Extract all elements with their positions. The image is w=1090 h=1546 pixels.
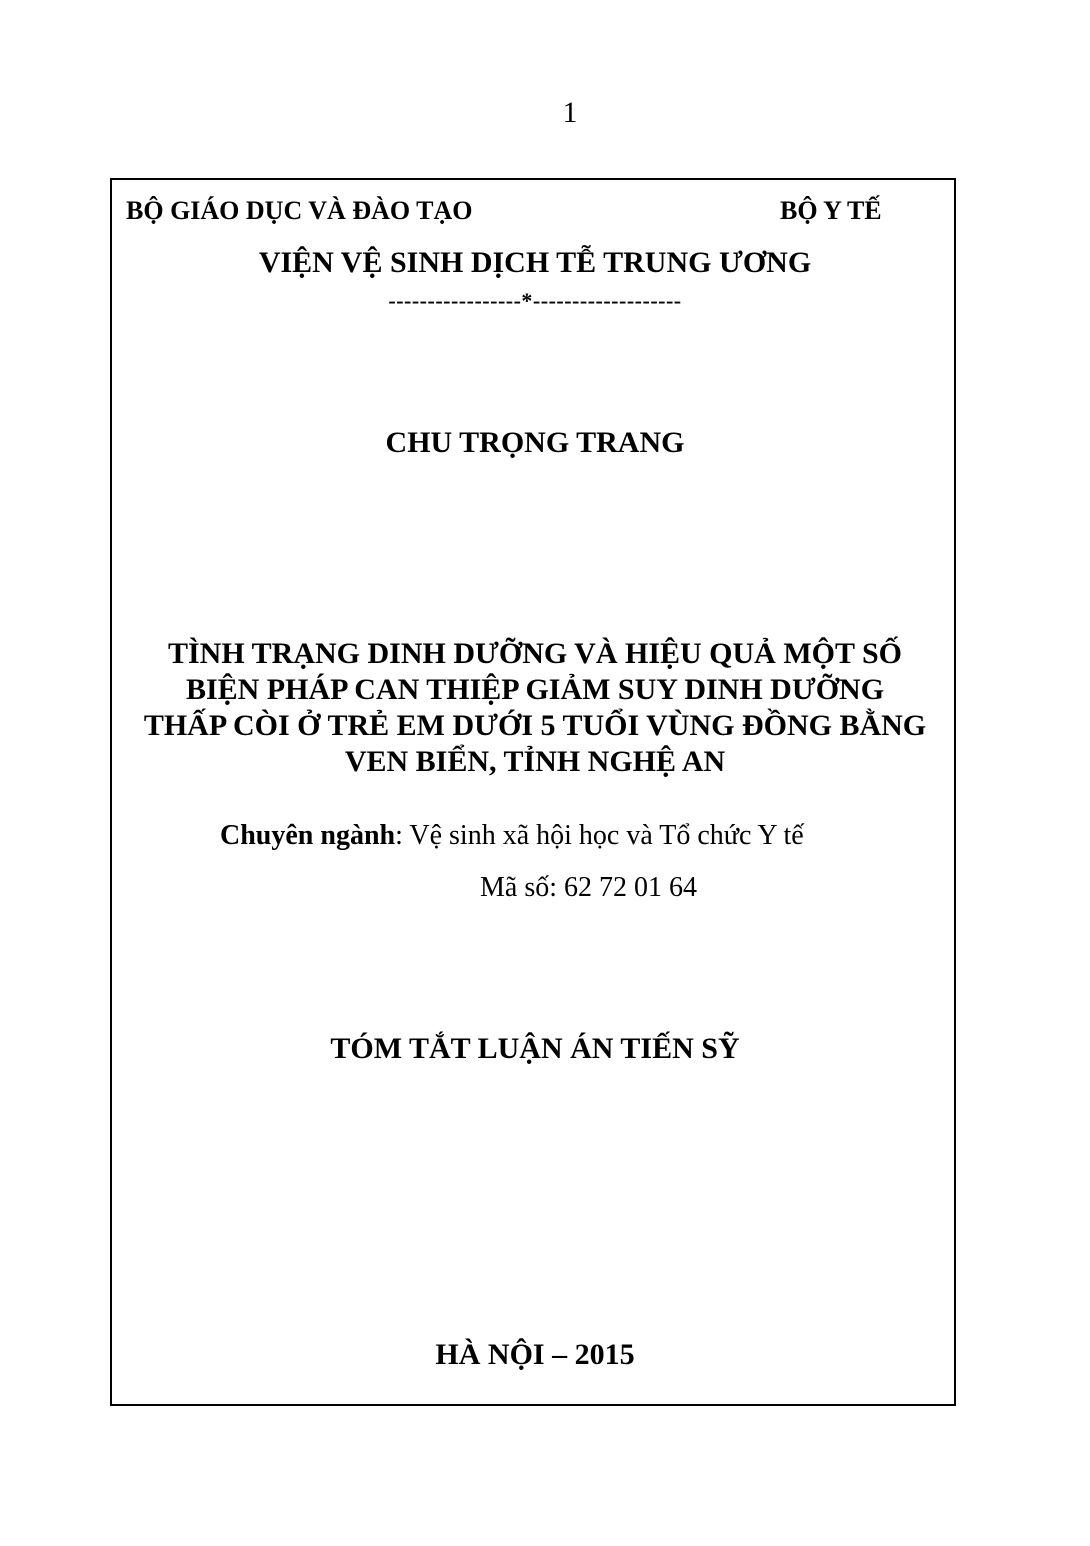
page-number: 1 bbox=[562, 96, 578, 129]
document-type: TÓM TẮT LUẬN ÁN TIẾN SỸ bbox=[330, 1032, 740, 1065]
header-separator: -----------------*------------------- bbox=[388, 288, 682, 313]
specialty-code: Mã số: 62 72 01 64 bbox=[480, 872, 697, 903]
institute-name: VIỆN VỆ SINH DỊCH TỄ TRUNG ƯƠNG bbox=[258, 246, 812, 279]
specialty-label: Chuyên ngành bbox=[220, 820, 396, 851]
title-line: THẤP CÒI Ở TRẺ EM DƯỚI 5 TUỔI VÙNG ĐỒNG BẰNG bbox=[143, 709, 927, 742]
ministry-health: BỘ Y TẾ bbox=[780, 196, 882, 225]
specialty-value: : Vệ sinh xã hội học và Tổ chức Y tế bbox=[395, 820, 804, 851]
ministry-education: BỘ GIÁO DỤC VÀ ĐÀO TẠO bbox=[126, 196, 473, 225]
place-date: HÀ NỘI – 2015 bbox=[435, 1338, 635, 1371]
title-line: VEN BIỂN, TỈNH NGHỆ AN bbox=[344, 745, 726, 778]
title-line: BIỆN PHÁP CAN THIỆP GIẢM SUY DINH DƯỠNG bbox=[185, 673, 885, 706]
specialty bbox=[220, 820, 804, 852]
thesis-title bbox=[120, 636, 950, 780]
author-name: CHU TRỌNG TRANG bbox=[385, 426, 685, 459]
title-line: TÌNH TRẠNG DINH DƯỠNG VÀ HIỆU QUẢ MỘT SỐ bbox=[168, 637, 902, 670]
cover-frame bbox=[110, 178, 956, 1406]
